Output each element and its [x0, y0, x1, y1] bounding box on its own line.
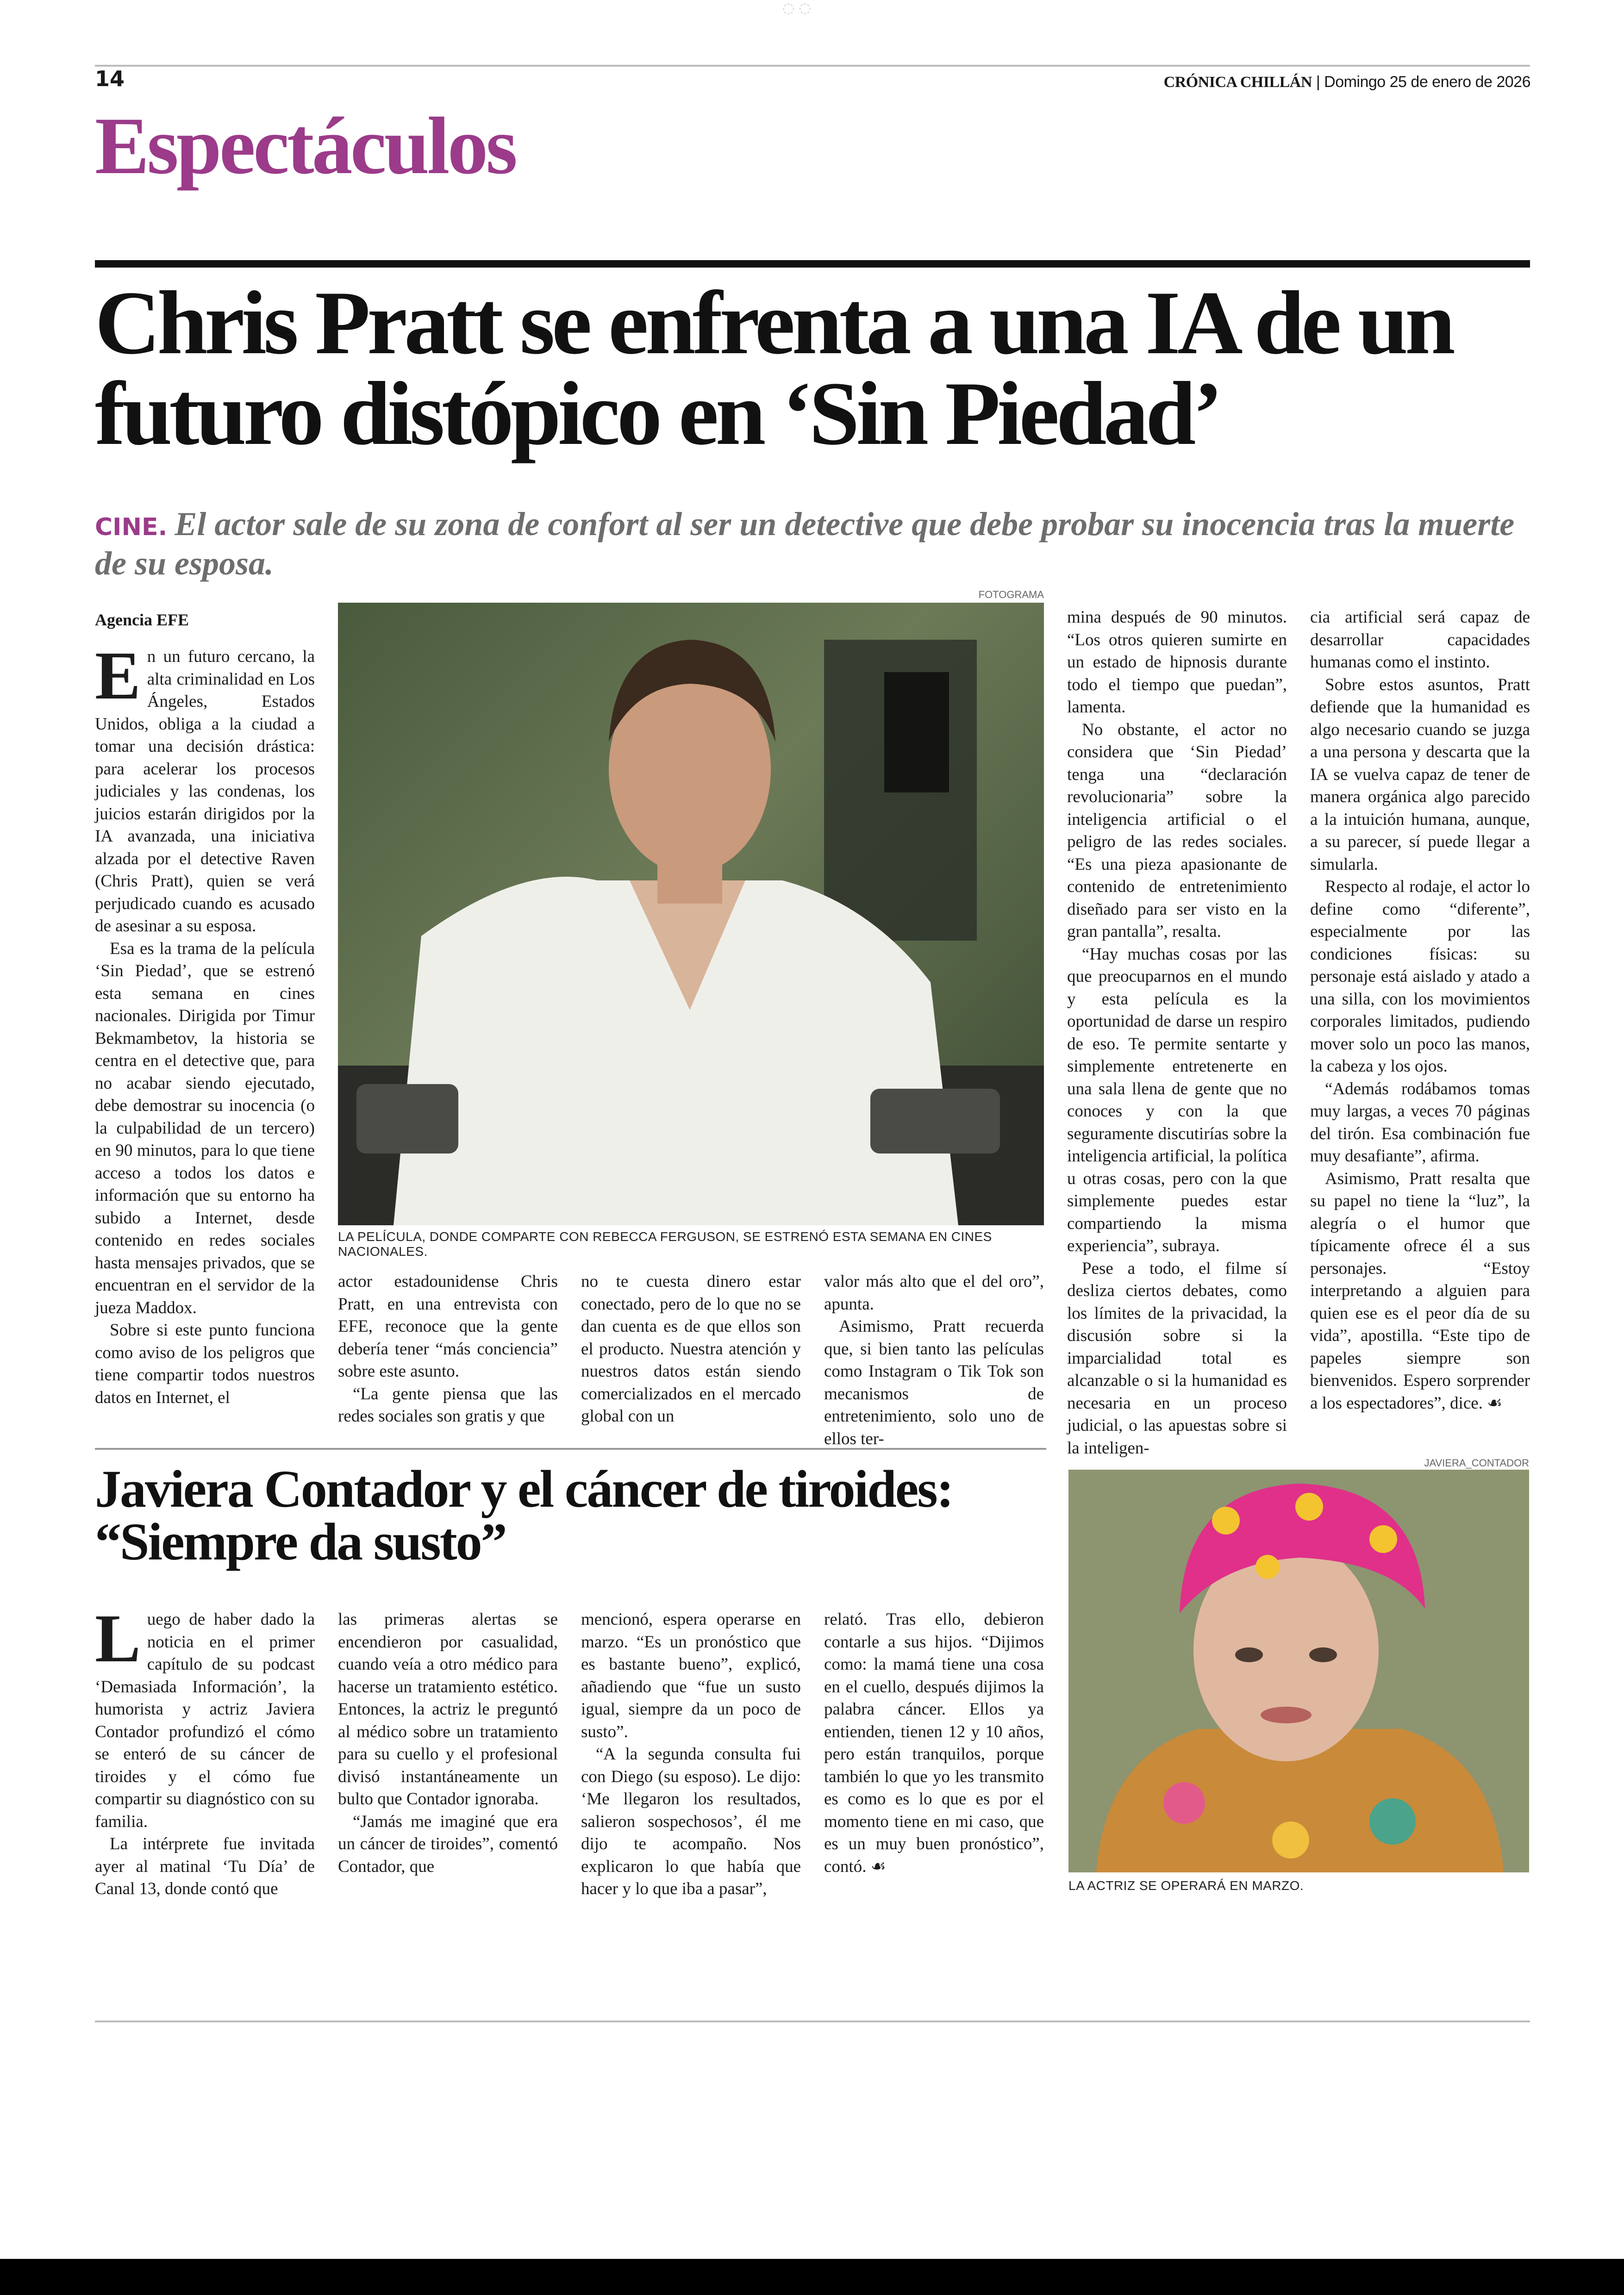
photo2-illustration	[1068, 1470, 1529, 1872]
paragraph: “A la segunda consulta fui con Diego (su esposo). Le dijo: ‘Me llegaron los resultados, salieron sospechosos’, él me dijo te acompaño. Nos explicaron lo que había que hacer y lo que iba a pasar”,	[581, 1745, 801, 1898]
paragraph: “Además rodábamos tomas muy largas, a veces 70 páginas del tirón. Esa combinación fue muy desafiante”, afirma.	[1310, 1079, 1530, 1166]
paragraph: Esa es la trama de la película ‘Sin Piedad’, que se estrenó esta semana en cines nacionales. Dirigida por Timur Bekmambetov, la historia se centra en el detective que, para no acabar siendo ejecutado, debe demostrar su inocencia (o la culpabilidad de un tercero) en 90 minutos, para lo que tiene acceso a todos los datos e información que su entorno ha subido a Internet, desde contenido en redes sociales hasta mensajes privados, que se encuentran en el servidor de la jueza Maddox.	[95, 939, 315, 1317]
paragraph: “La gente piensa que las redes sociales son gratis y que	[338, 1384, 558, 1426]
article-column-1	[95, 638, 315, 1409]
article-headline: Chris Pratt se enfrenta a una IA de un futuro distópico en ‘Sin Piedad’	[95, 273, 1452, 464]
article-deck	[95, 505, 1535, 583]
paragraph: “Hay muchas cosas por las que preocuparnos en el mundo y esta película es la oportunidad de darse un respiro de eso. Te permite sentarte y simplemente entretenerte en una sala llena de gente que no conoces y con la que seguramente discutirías sobre la inteligencia artificial, la política u otras cosas, pero con la que simplemente puedes estar compartiendo la misma experiencia”, subraya.	[1067, 944, 1287, 1255]
paragraph: Asimismo, Pratt recuerda que, si bien tanto las películas como Instagram o Tik Tok son mecanismos de entretenimiento, solo uno de ellos ter-	[824, 1317, 1044, 1448]
javiera-contador-photo	[1068, 1470, 1529, 1872]
article-column-5	[1310, 606, 1530, 1415]
paragraph: mencionó, espera operarse en marzo. “Es un pronóstico que es bastante bueno”, explicó, añadiendo que “fue un susto igual, siempre da un poco de susto”.	[581, 1610, 801, 1741]
paragraph: las primeras alertas se encendieron por casualidad, cuando veía a otro médico para hacerse un tratamiento estético. Entonces, la actriz le preguntó al médico sobre un tratamiento para su cuello y el profesional divisó instantáneamente un bulto que Contador ignoraba.	[338, 1610, 558, 1809]
page-number: 14	[95, 66, 125, 91]
article-column-4-bottom	[824, 1271, 1044, 1450]
publication-date: | Domingo 25 de enero de 2026	[1316, 73, 1530, 91]
section-title: Espectáculos	[95, 101, 515, 191]
paragraph: mina después de 90 minutos. “Los otros quieren sumirte en un estado de hipnosis durante todo el tiempo que puedan”, lamenta.	[1067, 608, 1287, 717]
article2-column-1	[95, 1601, 315, 1901]
header-rule	[95, 65, 1530, 67]
article-column-3	[581, 1271, 801, 1428]
photo-credit: FOTOGRAMA	[978, 589, 1044, 600]
photo-caption: LA PELÍCULA, DONDE COMPARTE CON REBECCA FERGUSON, SE ESTRENÓ ESTA SEMANA EN CINES NACIONALES.	[338, 1229, 992, 1259]
drop-cap: L	[95, 1601, 141, 1677]
deck-kicker: CINE.	[95, 513, 168, 541]
paragraph: no te cuesta dinero estar conectado, pero de lo que no se dan cuenta es de que ellos son el producto. Nuestra atención y nuestros datos están siendo comercializados en el mercado global con un	[581, 1272, 801, 1426]
footer-rule	[95, 2021, 1530, 2022]
paragraph: actor estadounidense Chris Pratt, en una entrevista con EFE, reconoce que la gente debería tener “más conciencia” sobre este asunto.	[338, 1272, 558, 1381]
article-column-4	[1067, 606, 1287, 1459]
paragraph: n un futuro cercano, la alta criminalidad en Los Ángeles, Estados Unidos, obliga a la ciudad a tomar una decisión drástica: para acelerar los procesos judiciales y las condenas, los juicios estarán dirigidos por la IA avanzada, una iniciativa alzada por el detective Raven (Chris Pratt), quien se verá perjudicado cuando es acusado de asesinar a su esposa.	[95, 647, 315, 935]
chris-pratt-photo	[338, 603, 1044, 1225]
publication-name: CRÓNICA CHILLÁN	[1163, 74, 1312, 91]
paragraph: Pese a todo, el filme sí desliza ciertos debates, como los límites de la privacidad, la discusión sobre si la imparcialidad total es alcanzable o si la humanidad es necesaria en un proceso judicial, o las apuestas sobre si la inteligen-	[1067, 1259, 1287, 1458]
paragraph: “Jamás me imaginé que era un cáncer de tiroides”, comentó Contador, que	[338, 1812, 558, 1876]
byline: Agencia EFE	[95, 611, 189, 629]
bottom-bar	[0, 2259, 1624, 2295]
photo2-credit: JAVIERA_CONTADOR	[1424, 1457, 1529, 1469]
article2-rule	[95, 1448, 1046, 1450]
paragraph: cia artificial será capaz de desarrollar capacidades humanas como el instinto.	[1310, 608, 1530, 672]
paragraph: relató. Tras ello, debieron contarle a sus hijos. “Dijimos como: la mamá tiene una cosa en el cuello, después dijimos la palabra cáncer. Ellos ya entienden, tienen 12 y 10 años, pero están tranquilos, porque también lo que yo les transmito es como es lo que es por el momento tiene en mi caso, que es un muy buen pronóstico”, contó. ☙	[824, 1610, 1044, 1876]
drop-cap: E	[95, 638, 141, 714]
headline-rule	[95, 260, 1530, 268]
paragraph: Asimismo, Pratt resalta que su papel no tiene la “luz”, la alegría o el humor que típicamente ofrece él a sus personajes. “Estoy interpretando a alguien para quien ese es el peor día de su vida”, apostilla. “Este tipo de papeles siempre son bienvenidos. Espero sorprender a los espectadores”, dice. ☙	[1310, 1169, 1530, 1413]
paragraph: Sobre si este punto funciona como aviso de los peligros que tiene compartir todos nuestros datos en Internet, el	[95, 1321, 315, 1407]
paragraph: valor más alto que el del oro”, apunta.	[824, 1272, 1044, 1314]
paragraph: La intérprete fue invitada ayer al matinal ‘Tu Día’ de Canal 13, donde contó que	[95, 1834, 315, 1898]
paragraph: No obstante, el actor no considera que ‘Sin Piedad’ tenga una “declaración revolucionaria” sobre la inteligencia artificial o el peligro de las redes sociales. “Es una pieza apasionante de contenido de entretenimiento diseñado para ser visto en la gran pantalla”, resalta.	[1067, 720, 1287, 941]
deck-text: El actor sale de su zona de confort al ser un detective que debe probar su inocencia tras la muerte de su esposa.	[95, 505, 1515, 582]
photo-illustration	[338, 603, 1044, 1225]
paragraph: uego de haber dado la noticia en el primer capítulo de su podcast ‘Demasiada Información’, la humorista y actriz Javiera Contador profundizó el cómo se enteró de su cáncer de tiroides y el cómo fue compartir su diagnóstico con su familia.	[95, 1610, 315, 1831]
article2-column-3	[581, 1609, 801, 1901]
article2-column-4	[824, 1609, 1044, 1878]
masthead	[1164, 73, 1530, 91]
article2-headline: Javiera Contador y el cáncer de tiroides: “Siempre da susto”	[95, 1459, 953, 1571]
article2-column-2	[338, 1609, 558, 1878]
paragraph: Sobre estos asuntos, Pratt defiende que la humanidad es algo necesario cuando se juzga a una persona y descarta que la IA se vuelva capaz de tener de manera orgánica algo parecido a la intuición humana, aunque, a su parecer, sí puede llegar a simularla.	[1310, 675, 1530, 874]
photo2-caption: LA ACTRIZ SE OPERARÁ EN MARZO.	[1068, 1878, 1304, 1893]
page-indicator-dots: ◌ ◌	[782, 0, 811, 16]
paragraph: Respecto al rodaje, el actor lo define como “diferente”, especialmente por las condiciones físicas: su personaje está aislado y atado a una silla, con los movimientos corporales limitados, pudiendo mover solo un poco las manos, la cabeza y los ojos.	[1310, 877, 1530, 1076]
article-column-2	[338, 1271, 558, 1428]
